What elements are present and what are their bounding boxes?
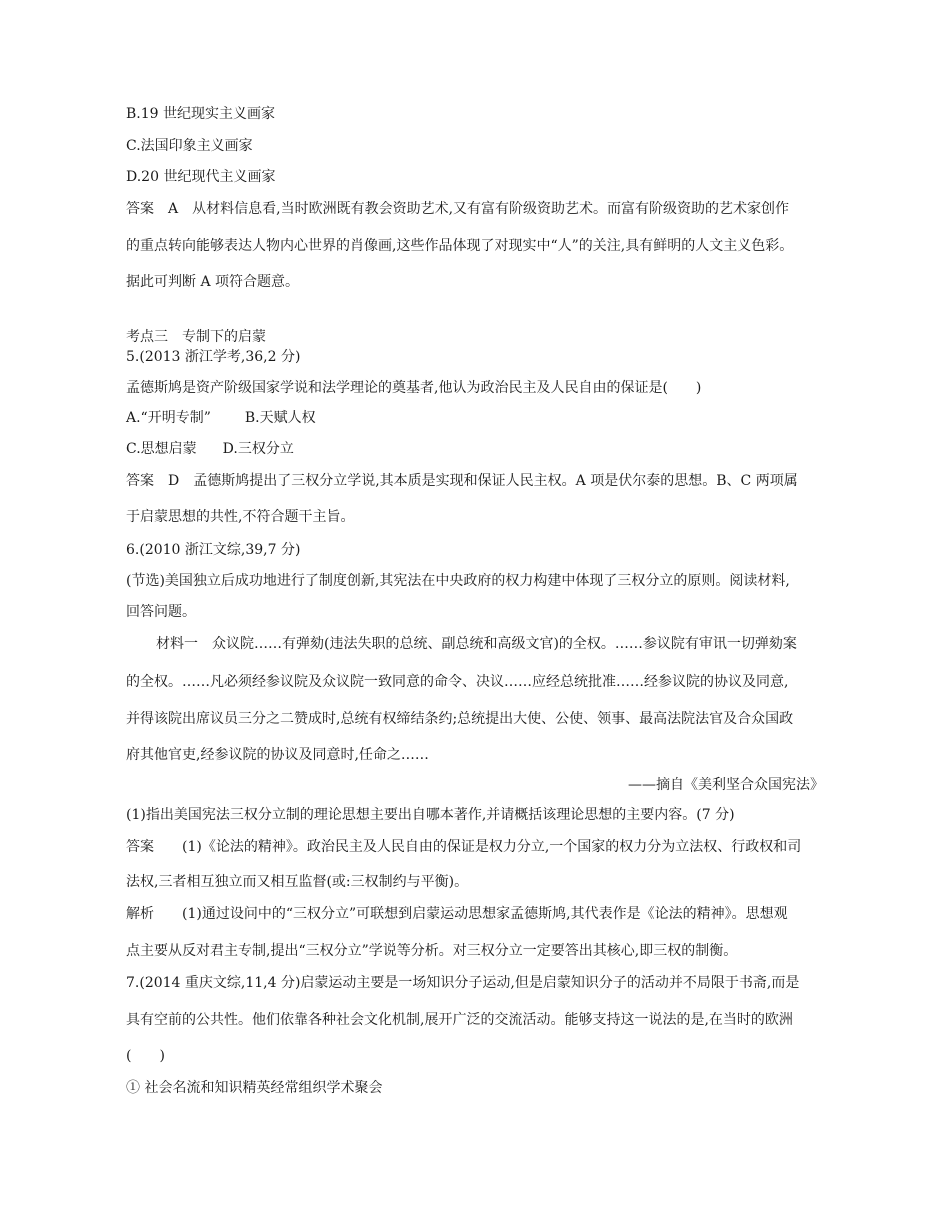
q5-options-cd — [126, 440, 294, 458]
q5-header: 5.(2013 浙江学考,36,2 分) — [126, 349, 301, 365]
q6-stem-line-1: (节选)美国独立后成功地进行了制度创新,其宪法在中央政府的权力构建中体现了三权分立的原则。阅读材料, — [126, 573, 790, 589]
q5-option-b: B.天赋人权 — [244, 410, 316, 426]
q5-option-d: D.三权分立 — [222, 441, 294, 457]
q4-option-b: B.19 世纪现实主义画家 — [126, 106, 276, 122]
answer-explanation: 孟德斯鸠提出了三权分立学说,其本质是实现和保证人民主权。A 项是伏尔泰的思想。B、C 两项属 — [193, 473, 798, 489]
q5-answer-line-1 — [126, 472, 798, 490]
q5-answer-line-2: 于启蒙思想的共性,不符合题干主旨。 — [126, 509, 355, 525]
q6-subquestion-1: (1)指出美国宪法三权分立制的理论思想主要出自哪本著作,并请概括该理论思想的主要内容。(7 分) — [126, 807, 735, 823]
q6-analysis-line-2: 点主要从反对君主专制,提出“三权分立”学说等分析。对三权分立一定要答出其核心,即三权的制衡。 — [126, 943, 738, 959]
q6-stem-line-2: 回答问题。 — [126, 604, 196, 620]
answer-explanation: 从材料信息看,当时欧洲既有教会资助艺术,又有富有阶级资助艺术。而富有阶级资助的艺术家创作 — [192, 201, 790, 217]
material-label: 材料一 — [156, 636, 198, 652]
material-line-3: 并得该院出席议员三分之二赞成时,总统有权缔结条约;总统提出大使、公使、领事、最高法院法官及合众国政 — [126, 711, 794, 727]
q7-stem-line-1: 7.(2014 重庆文综,11,4 分)启蒙运动主要是一场知识分子运动,但是启蒙知识分子的活动并不局限于书斋,而是 — [126, 975, 800, 991]
section-label: 考点三 — [126, 329, 168, 345]
answer-choice: D — [168, 473, 180, 489]
material-source: ——摘自《美利坚合众国宪法》 — [628, 777, 824, 793]
q7-item-1: ① 社会名流和知识精英经常组织学术聚会 — [126, 1080, 383, 1096]
answer-explanation: (1)《论法的精神》。政治民主及人民自由的保证是权力分立,一个国家的权力分为立法权、行政权和司 — [182, 839, 802, 855]
q4-option-d: D.20 世纪现代主义画家 — [126, 169, 276, 185]
material-text: 众议院……有弹劾(违法失职的总统、副总统和高级文官)的全权。……参议院有审讯一切弹劾案 — [212, 636, 797, 652]
q7-answer-blank: ( ) — [126, 1048, 165, 1064]
q4-option-c: C.法国印象主义画家 — [126, 138, 253, 154]
q5-option-c: C.思想启蒙 — [126, 441, 197, 457]
q5-stem: 孟德斯鸠是资产阶级国家学说和法学理论的奠基者,他认为政治民主及人民自由的保证是( ) — [126, 380, 702, 396]
q4-answer-line-1 — [126, 200, 789, 218]
section-title: 专制下的启蒙 — [182, 329, 266, 345]
analysis-label: 解析 — [126, 906, 154, 922]
q6-header: 6.(2010 浙江文综,39,7 分) — [126, 542, 301, 558]
section-heading — [126, 328, 266, 346]
analysis-text: (1)通过设问中的“三权分立”可联想到启蒙运动思想家孟德斯鸠,其代表作是《论法的精神》。思想观 — [182, 906, 788, 922]
q5-options-ab — [126, 409, 316, 427]
q7-stem-line-2: 具有空前的公共性。他们依靠各种社会文化机制,展开广泛的交流活动。能够支持这一说法的是,在当时的欧洲 — [126, 1012, 793, 1028]
q4-answer-line-3: 据此可判断 A 项符合题意。 — [126, 274, 300, 290]
material-line-2: 的全权。……凡必须经参议院及众议院一致同意的命令、决议……应经总统批准……经参议院的协议及同意, — [126, 674, 789, 690]
material-line-4: 府其他官吏,经参议院的协议及同意时,任命之…… — [126, 747, 429, 763]
answer-label: 答案 — [126, 473, 154, 489]
q5-option-a: A.“开明专制” — [126, 410, 211, 426]
answer-label: 答案 — [126, 201, 154, 217]
answer-label: 答案 — [126, 839, 154, 855]
answer-choice: A — [168, 201, 179, 217]
q6-analysis-line-1 — [126, 905, 788, 923]
q4-answer-line-2: 的重点转向能够表达人物内心世界的肖像画,这些作品体现了对现实中“人”的关注,具有鲜明的人文主义色彩。 — [126, 238, 794, 254]
q6-answer-line-1 — [126, 838, 801, 856]
q6-answer-line-2: 法权,三者相互独立而又相互监督(或:三权制约与平衡)。 — [126, 874, 469, 890]
material-line-1 — [156, 635, 797, 653]
